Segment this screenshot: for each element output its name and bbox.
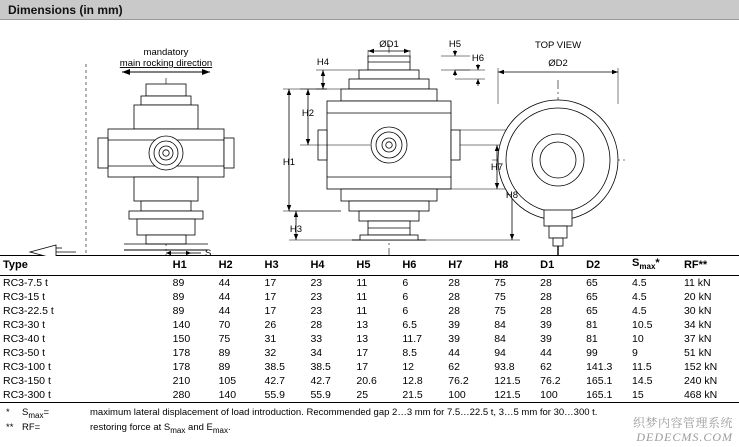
cell-h4: 28 [310, 319, 323, 332]
label-h7: H7 [490, 162, 504, 173]
cell-d2: 65 [586, 305, 598, 318]
cell-h6: 6.5 [402, 319, 417, 332]
footnote-text-1: maximum lateral displacement of load introduction. Recommended gap 2…3 mm for 7.5…22.5 t, 3…5 mm for 30…300 t. [90, 407, 598, 419]
smax-star: * [655, 257, 660, 269]
column-header-h4: H4 [307, 256, 353, 276]
cell-h2: 105 [218, 375, 237, 388]
cell-h8: 93.8 [494, 361, 515, 374]
cell-h2: 70 [218, 319, 231, 332]
cell-h7: 28 [448, 291, 460, 304]
cell-h7: 28 [448, 305, 460, 318]
column-header-smax: $S_{max}*$ [629, 256, 681, 276]
cell-d2: 65 [586, 291, 598, 304]
watermark-cn: 织梦内容管理系统 [632, 416, 733, 430]
cell-smax: 4.5 [632, 291, 647, 304]
label-rocking-direction: main rocking direction [119, 58, 213, 69]
cell-type: RC3-100 t [3, 361, 51, 374]
cell-type: RC3-50 t [3, 347, 46, 360]
cell-h2: 44 [218, 305, 231, 318]
cell-d2: 141.3 [586, 361, 613, 374]
cell-h6: 6 [402, 305, 409, 318]
table-row [0, 318, 739, 332]
page-title: Dimensions (in mm) [8, 2, 123, 17]
cell-rf: 37 kN [683, 333, 712, 346]
cell-h3: 17 [264, 291, 277, 304]
cell-h3: 31 [264, 333, 277, 346]
cell-h6: 21.5 [399, 388, 445, 403]
cell-d2: 99 [586, 347, 598, 360]
cell-h2: 44 [218, 277, 231, 290]
dimensions-table [0, 256, 739, 403]
cell-h1: 210 [172, 375, 191, 388]
cell-h7: 28 [448, 277, 460, 290]
column-header-h1: H1 [170, 256, 216, 276]
wedge-symbol [30, 245, 76, 256]
cell-h7: 62 [448, 361, 460, 374]
cell-smax: 14.5 [632, 375, 653, 388]
column-header-rf: RF** [681, 256, 739, 276]
cell-type: RC3-15 t [3, 291, 46, 304]
cell-rf: 11 kN [683, 277, 711, 290]
cell-h5: 20.6 [356, 375, 377, 388]
cell-h7: 39 [448, 333, 460, 346]
cell-h1: 89 [172, 291, 185, 304]
cell-d1: 39 [540, 319, 552, 332]
cell-h3: 17 [264, 305, 277, 318]
cell-h2: 140 [216, 388, 262, 403]
label-h2: H2 [301, 108, 315, 119]
table-row [0, 346, 739, 360]
cell-h2: 75 [218, 333, 231, 346]
cell-h1: 178 [172, 361, 191, 374]
label-h6: H6 [471, 53, 485, 64]
label-d1: ØD1 [379, 39, 399, 50]
table-header-row [0, 256, 739, 276]
cell-h4: 33 [310, 333, 323, 346]
column-header-h3: H3 [262, 256, 308, 276]
cell-h6: 11.7 [402, 333, 422, 346]
column-header-h2: H2 [216, 256, 262, 276]
cell-h8: 84 [494, 333, 506, 346]
table-row [0, 360, 739, 374]
cell-h5: 17 [356, 347, 369, 360]
cell-h6: 12.8 [402, 375, 423, 388]
cell-h4: 23 [310, 277, 323, 290]
cell-h1: 280 [170, 388, 216, 403]
cell-type: RC3-7.5 t [3, 277, 48, 290]
cell-h4: 42.7 [310, 375, 331, 388]
cell-h5: 13 [356, 319, 369, 332]
cell-h6: 12 [402, 361, 414, 374]
cell-h6: 6 [402, 291, 409, 304]
cell-smax: 11.5 [632, 361, 652, 374]
cell-h5: 11 [356, 277, 368, 290]
column-header-h8: H8 [491, 256, 537, 276]
cell-d1: 28 [540, 277, 552, 290]
cell-type: RC3-300 t [0, 388, 170, 403]
cell-h1: 140 [172, 319, 191, 332]
label-h5: H5 [448, 39, 462, 50]
label-h8: H8 [505, 190, 519, 201]
cell-d2: 81 [586, 319, 598, 332]
cell-smax: 10.5 [632, 319, 653, 332]
cell-h5: 11 [356, 291, 368, 304]
cell-rf: 152 kN [683, 361, 718, 374]
cell-h4: 23 [310, 291, 323, 304]
side-view-drawing [86, 64, 234, 256]
cell-smax: 10 [632, 333, 644, 346]
cell-h8: 75 [494, 277, 506, 290]
cell-rf: 34 kN [683, 319, 712, 332]
cell-d1: 62 [540, 361, 552, 374]
label-h4: H4 [316, 57, 330, 68]
label-mandatory: mandatory [143, 47, 189, 58]
cell-h3: 42.7 [264, 375, 285, 388]
cell-d2: 165.1 [583, 388, 629, 403]
column-header-h6: H6 [399, 256, 445, 276]
table-row [0, 304, 739, 318]
table-body [0, 276, 739, 403]
watermark-dedecms: DEDECMS.COM [636, 430, 733, 444]
cell-h6: 6 [402, 277, 409, 290]
cell-d1: 44 [540, 347, 552, 360]
cell-d1: 28 [540, 305, 552, 318]
cell-h3: 38.5 [264, 361, 285, 374]
cell-rf: 51 kN [683, 347, 712, 360]
cell-h3: 32 [264, 347, 277, 360]
cell-type: RC3-22.5 t [3, 305, 54, 318]
table-row [0, 388, 739, 403]
cell-type: RC3-150 t [3, 375, 51, 388]
cell-d1: 100 [537, 388, 583, 403]
table-row [0, 332, 739, 346]
cell-h5: 11 [356, 305, 368, 318]
footnote-rf [6, 422, 733, 437]
cell-smax: 4.5 [632, 305, 647, 318]
footnote-marker-1: * [6, 407, 10, 419]
cell-h1: 150 [172, 333, 191, 346]
footnote-key-1: $S_{max}=$ [22, 407, 50, 421]
footnotes [0, 403, 739, 437]
cell-d2: 81 [586, 333, 598, 346]
footnote-marker-2: ** [6, 422, 14, 434]
smax-subscript: max [639, 262, 656, 272]
column-header-h5: H5 [353, 256, 399, 276]
footnote-key-2: RF= [22, 422, 41, 434]
cell-h5: 17 [356, 361, 369, 374]
footnote-text-2: restoring force at $S_{max}$ and $E_{max}$. [90, 422, 231, 435]
cell-h1: 89 [172, 277, 185, 290]
cell-h6: 8.5 [402, 347, 417, 360]
table-row [0, 276, 739, 291]
cell-h5: 25 [353, 388, 399, 403]
cell-d1: 39 [540, 333, 552, 346]
cell-smax: 4.5 [632, 277, 647, 290]
label-top-view: TOP VIEW [534, 40, 582, 51]
cell-h8: 121.5 [491, 388, 537, 403]
cell-h8: 121.5 [494, 375, 521, 388]
label-h1: H1 [282, 157, 296, 168]
label-s: S [205, 248, 212, 256]
cell-h5: 13 [356, 333, 369, 346]
cell-rf: 240 kN [683, 375, 718, 388]
cell-h8: 94 [494, 347, 506, 360]
cell-smax: 9 [632, 347, 638, 360]
cell-h1: 89 [172, 305, 185, 318]
cell-h8: 84 [494, 319, 506, 332]
drawing-svg [0, 20, 739, 256]
label-d2: ØD2 [548, 58, 568, 69]
cell-h2: 44 [218, 291, 231, 304]
cell-h7: 76.2 [448, 375, 469, 388]
front-view-drawing [283, 44, 520, 256]
table-row [0, 374, 739, 388]
cell-h8: 75 [494, 291, 506, 304]
column-header-d1: D1 [537, 256, 583, 276]
column-header-h7: H7 [445, 256, 491, 276]
page-title-bar [0, 0, 739, 20]
cell-type: RC3-30 t [3, 319, 46, 332]
cell-h7: 39 [448, 319, 460, 332]
cell-type: RC3-40 t [3, 333, 46, 346]
cell-rf: 468 kN [681, 388, 739, 403]
cell-h3: 26 [264, 319, 277, 332]
label-h3: H3 [289, 224, 303, 235]
column-header-d2: D2 [583, 256, 629, 276]
cell-h4: 34 [310, 347, 323, 360]
cell-h8: 75 [494, 305, 506, 318]
column-header-type: Type [0, 256, 170, 276]
table-row [0, 290, 739, 304]
technical-drawing-area [0, 20, 739, 256]
cell-smax: 15 [629, 388, 681, 403]
cell-h4: 23 [310, 305, 323, 318]
cell-h1: 178 [172, 347, 191, 360]
cell-h2: 89 [218, 361, 231, 374]
cell-d1: 28 [540, 291, 552, 304]
cell-h4: 38.5 [310, 361, 331, 374]
footnote-smax [6, 407, 733, 422]
cell-h3: 55.9 [262, 388, 308, 403]
cell-h7: 100 [445, 388, 491, 403]
cell-h4: 55.9 [307, 388, 353, 403]
cell-d2: 165.1 [586, 375, 613, 388]
cell-h3: 17 [264, 277, 277, 290]
cell-rf: 20 kN [683, 291, 712, 304]
cell-d2: 65 [586, 277, 598, 290]
cell-rf: 30 kN [683, 305, 712, 318]
cell-h2: 89 [218, 347, 231, 360]
cell-h7: 44 [448, 347, 460, 360]
cell-d1: 76.2 [540, 375, 561, 388]
